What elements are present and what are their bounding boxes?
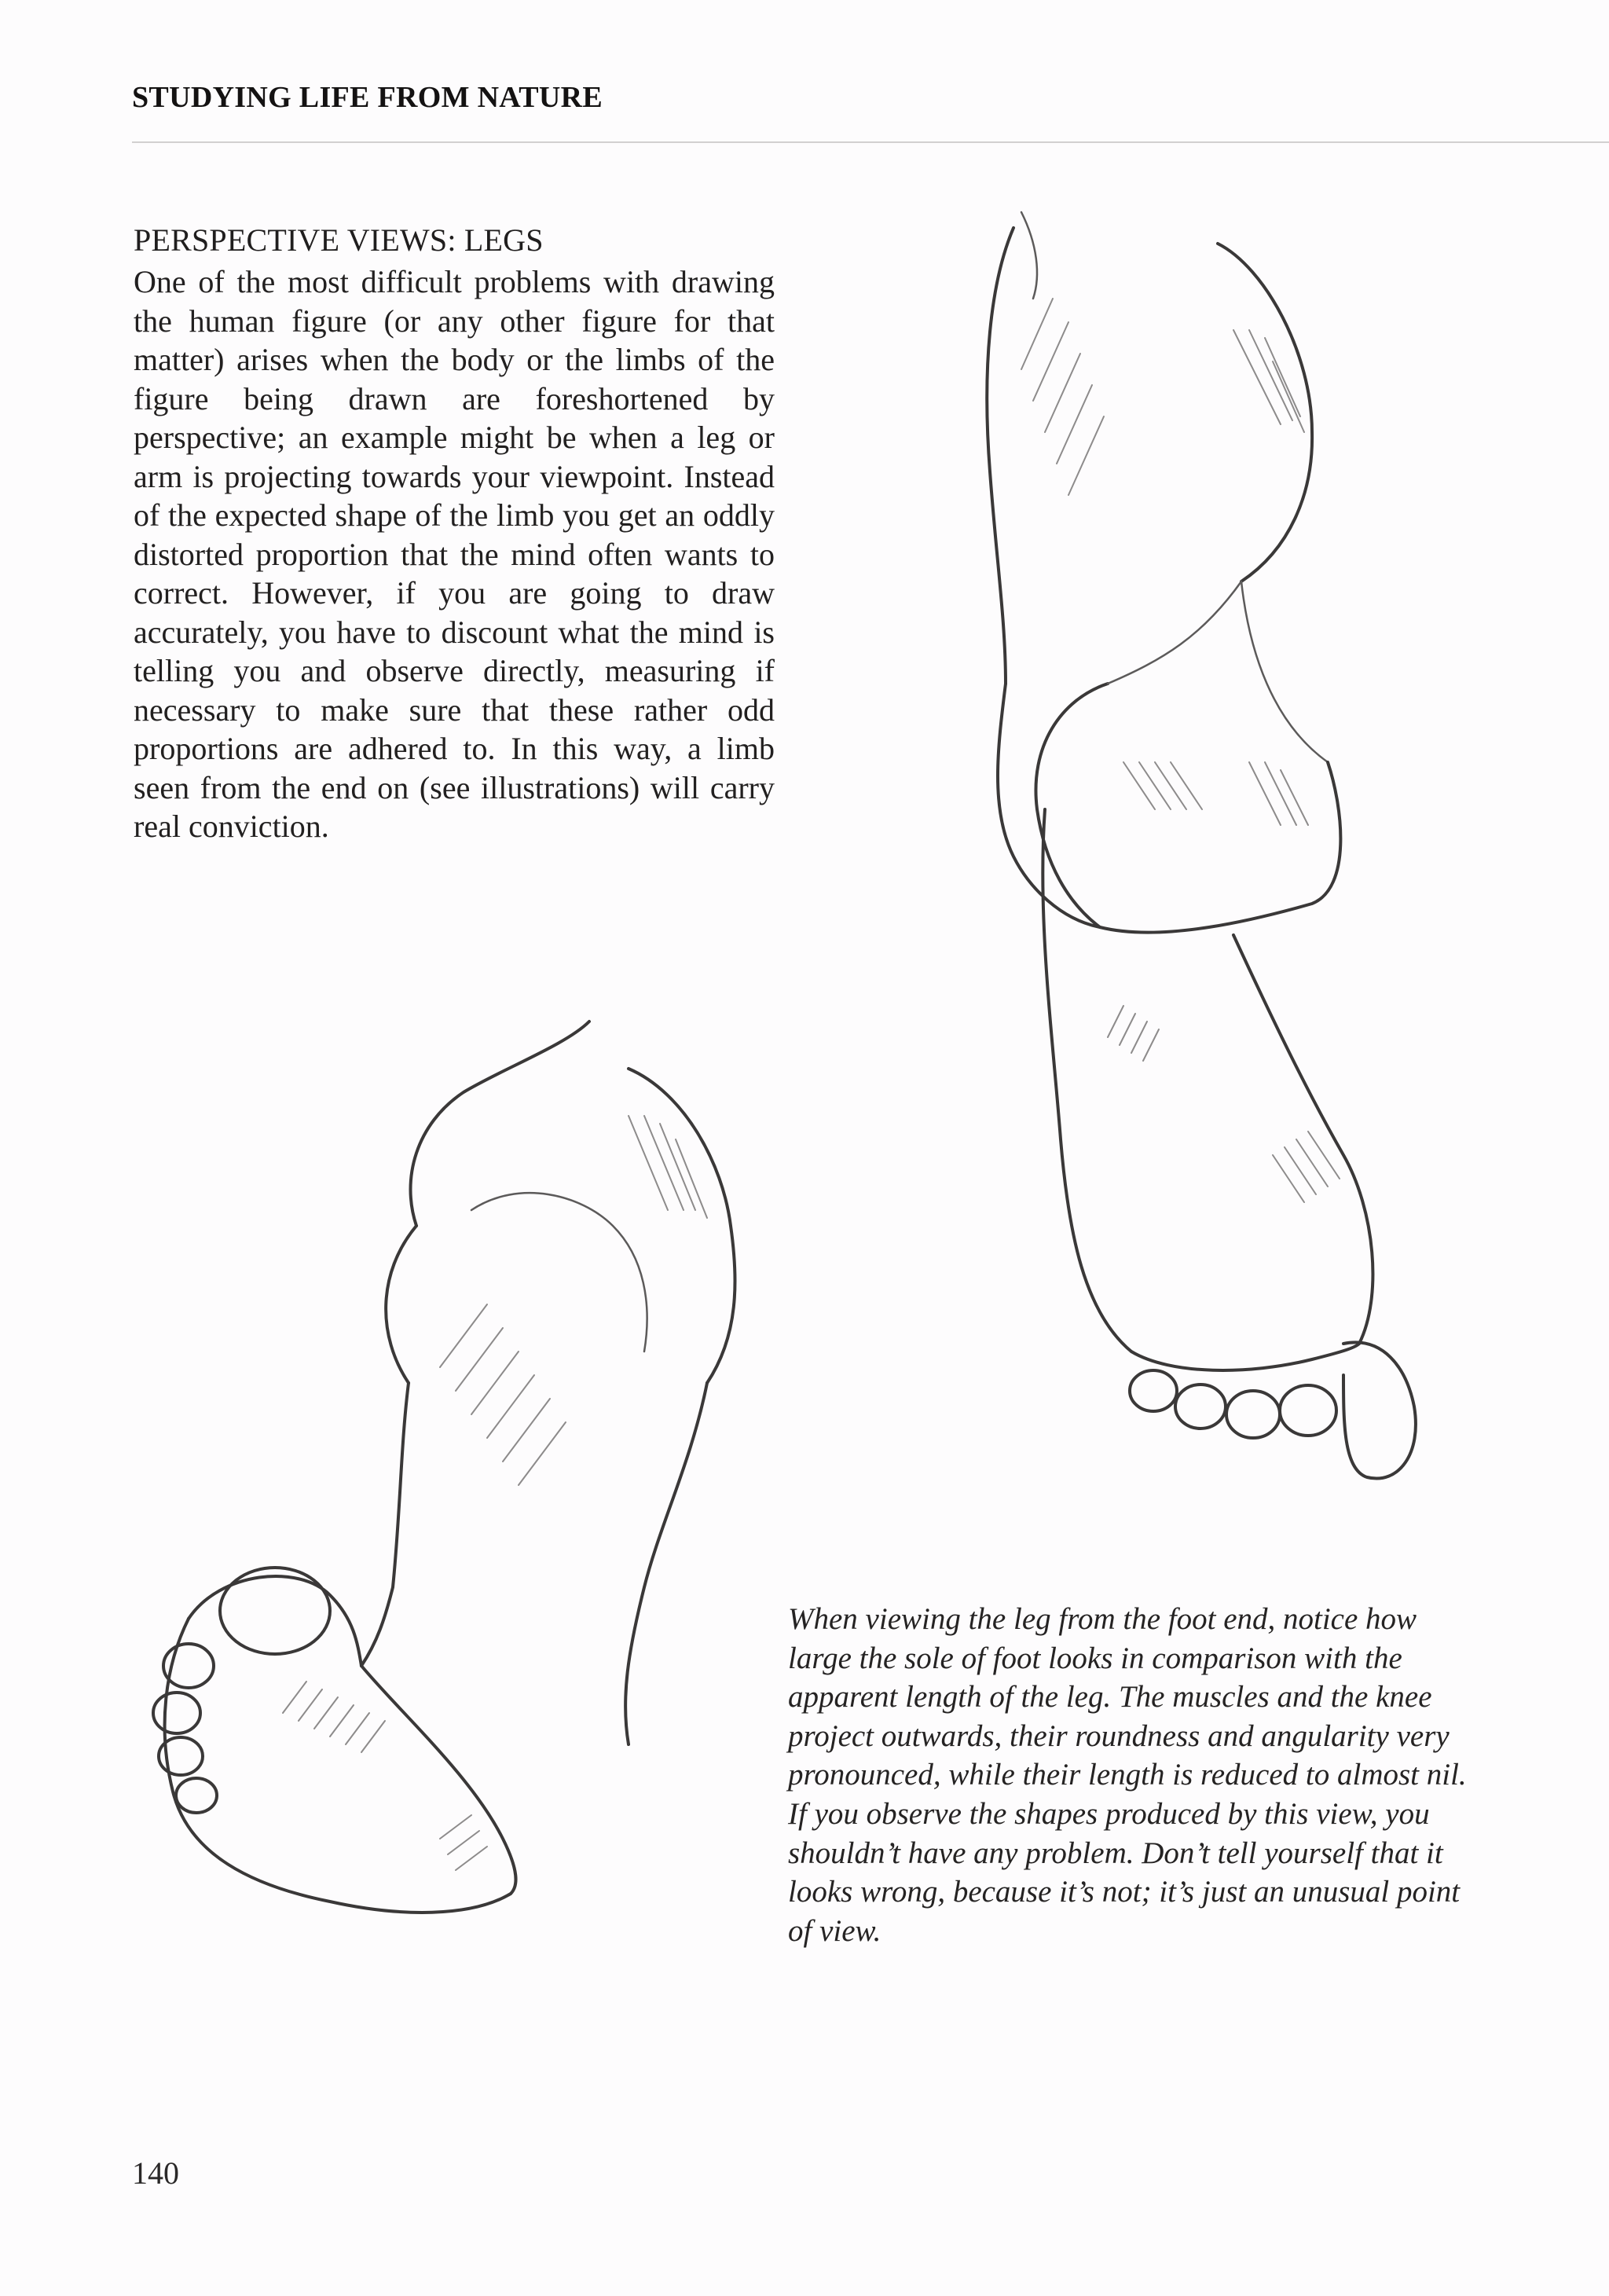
- header-divider: [132, 141, 1609, 143]
- running-header: STUDYING LIFE FROM NATURE: [132, 81, 603, 114]
- leg-sole-view-lower-sketch: [141, 1021, 833, 1949]
- body-paragraph: One of the most difficult problems with drawing the human figure (or any other figure for that matter) arises when the body or the limbs of the figure being drawn are foreshortened by perspective; an example might be when a leg or arm is projecting towards your viewpoint. Instead of the expected shape of the limb you get an oddly distorted proportion that the mind often wants to correct. However, if you are going to draw accurately, you have to discount what the mind is telling you and observe directly, measuring if necessary to make sure that these rather odd proportions are adhered to. In this way, a limb seen from the end on (see illustrations) will carry real conviction.: [134, 264, 775, 844]
- leg-sole-view-upper-sketch: [903, 212, 1469, 1532]
- illustration-caption: When viewing the leg from the foot end, notice how large the sole of foot looks in comparison with the apparent length of the leg. The muscles and the knee project outwards, their roundness and angularity very pronounced, while their length is reduced to almost nil. If you observe the shapes produced by this view, you shouldn’t have any problem. Don’t tell yourself that it looks wrong, because it’s not; it’s just an unusual point of view.: [788, 1602, 1467, 1948]
- section-title: PERSPECTIVE VIEWS: LEGS: [134, 222, 544, 258]
- page-number: 140: [132, 2155, 179, 2191]
